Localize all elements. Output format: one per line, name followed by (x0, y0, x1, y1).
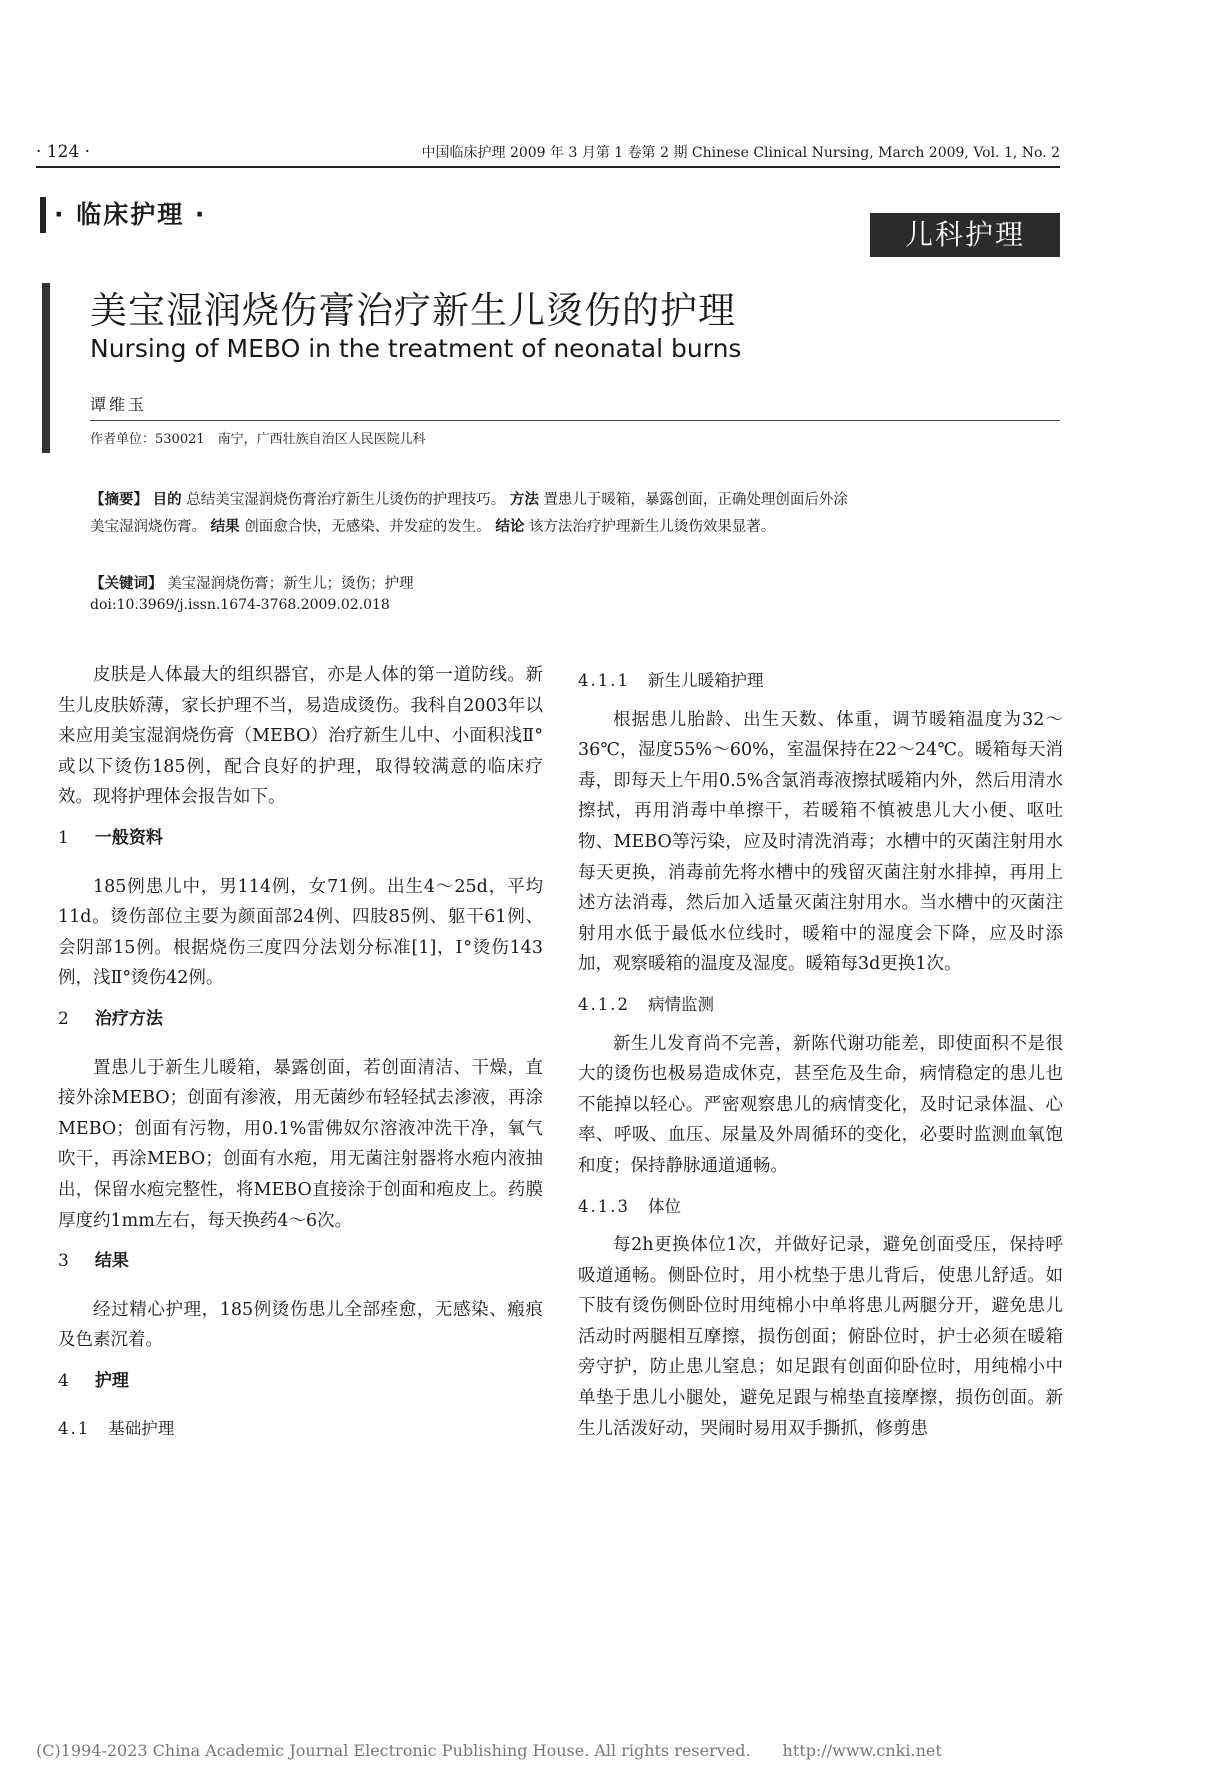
section-4-heading (58, 1366, 543, 1397)
section-3-heading (58, 1246, 543, 1277)
subsection-4-1-3-paragraph: 每2h更换体位1次，并做好记录，避免创面受压，保持呼吸道通畅。侧卧位时，用小枕垫于患儿背后，使患儿舒适。如下肢有烫伤侧卧位时用纯棉小中单将患儿两腿分开，避免患儿活动时两腿相互摩擦，损伤创面；俯卧位时，护士必须在暖箱旁守护，防止患儿窒息；如足跟有创面仰卧位时，用纯棉小中单垫于患儿小腿处，避免足跟与棉垫直接摩擦，损伤创面。新生儿活泼好动，哭闹时易用双手撕抓，修剪患 (578, 1235, 1063, 1439)
result-label: 结果 (210, 519, 240, 535)
subsection-number: 4.1.1 (578, 671, 630, 690)
page-number: · 124 · (36, 142, 91, 162)
section-2-heading (58, 1004, 543, 1035)
section-1-heading (58, 823, 543, 854)
section-number: 4 (58, 1370, 69, 1391)
subsection-4-1-1-heading (578, 666, 1063, 697)
conclusion-label: 结论 (495, 519, 525, 535)
method-label: 方法 (509, 492, 539, 508)
section-1-paragraph: 185例患儿中，男114例，女71例。出生4～25d，平均11d。烫伤部位主要为颜面部24例、四肢85例、躯干61例、会阴部15例。根据烧伤三度四分法划分标准[1]，Ⅰ°烫伤143例，浅Ⅱ°烫伤42例。 (58, 876, 543, 989)
objective-label: 目的 (152, 492, 182, 508)
subsection-4-1-heading (58, 1414, 543, 1445)
section-2-paragraph: 置患儿于新生儿暖箱，暴露创面，若创面清洁、干燥，直接外涂MEBO；创面有渗液，用无菌纱布轻轻拭去渗液，再涂MEBO；创面有污物，用0.1%雷佛奴尔溶液冲洗干净，氧气吹干，再涂MEBO；创面有水疱，用无菌注射器将水疱内液抽出，保留水疱完整性，将MEBO直接涂于创面和疱皮上。药膜厚度约1mm左右，每天换药4～6次。 (58, 1057, 543, 1231)
subsection-4-1-2-paragraph: 新生儿发育尚不完善，新陈代谢功能差，即使面积不是很大的烫伤也极易造成休克，甚至危及生命，病情稳定的患儿也不能掉以轻心。严密观察患儿的病情变化，及时记录体温、心率、呼吸、血压、尿量及外周循环的变化，必要时监测血氧饱和度；保持静脉通道通畅。 (578, 1033, 1063, 1176)
section-title: 护理 (94, 1370, 129, 1391)
keywords-label: 【关键词】 (90, 575, 163, 592)
title-side-bar (42, 283, 50, 453)
conclusion-text: 该方法治疗护理新生儿烫伤效果显著。 (528, 519, 776, 535)
body-column-left (58, 660, 543, 1453)
subsection-title: 病情监测 (647, 994, 714, 1014)
copyright-footer: (C)1994-2023 China Academic Journal Electronic Publishing House. All rights reserved. http://www.cnki.net (36, 1741, 942, 1760)
intro-paragraph: 皮肤是人体最大的组织器官，亦是人体的第一道防线。新生儿皮肤娇薄，家长护理不当，易造成烫伤。我科自2003年以来应用美宝湿润烧伤膏（MEBO）治疗新生儿中、小面积浅Ⅱ°或以下烫伤185例，配合良好的护理，取得较满意的临床疗效。现将护理体会报告如下。 (58, 665, 543, 808)
subsection-4-1-1-paragraph: 根据患儿胎龄、出生天数、体重，调节暖箱温度为32～36℃，湿度55%～60%，室温保持在22～24℃。暖箱每天消毒，即每天上午用0.5%含氯消毒液擦拭暖箱内外，然后用清水擦拭，再用消毒中单擦干，若暖箱不慎被患儿大小便、呕吐物、MEBO等污染，应及时清洗消毒；水槽中的灭菌注射用水每天更换，消毒前先将水槽中的残留灭菌注射水排掉，再用上述方法消毒，然后加入适量灭菌注射用水。当水槽中的灭菌注射用水低于最低水位线时，暖箱中的湿度会下降，应及时添加，观察暖箱的温度及湿度。暖箱每3d更换1次。 (578, 709, 1063, 975)
subsection-number: 4.1.2 (578, 994, 630, 1014)
method-text: 置患儿于暖箱，暴露创面，正确处理创面后外涂美宝湿润烧伤膏。 (90, 492, 848, 535)
result-text: 创面愈合快，无感染、并发症的发生。 (244, 519, 491, 535)
section-number: 3 (58, 1251, 69, 1272)
subsection-title: 新生儿暖箱护理 (647, 671, 764, 690)
subsection-title: 体位 (647, 1196, 681, 1216)
journal-running-header: 中国临床护理 2009 年 3 月第 1 卷第 2 期 Chinese Clinical Nursing, March 2009, Vol. 1, No. 2 (421, 145, 1060, 161)
author-name: 谭维玉 (90, 395, 148, 414)
subsection-number: 4.1.3 (578, 1196, 630, 1216)
section-title: 治疗方法 (94, 1008, 163, 1029)
subsection-title: 基础护理 (108, 1419, 175, 1439)
keywords-text: 美宝湿润烧伤膏；新生儿；烫伤；护理 (167, 576, 414, 592)
column-label: · 临床护理 · (54, 200, 207, 229)
column-label-block (40, 197, 206, 233)
section-number: 2 (58, 1008, 69, 1029)
section-title: 一般资料 (94, 827, 163, 848)
keywords (90, 570, 860, 598)
objective-text: 总结美宝湿润烧伤膏治疗新生儿烫伤的护理技巧。 (186, 492, 506, 508)
section-tag: 儿科护理 (870, 213, 1060, 257)
body-column-right (578, 660, 1063, 1454)
subsection-4-1-3-heading (578, 1192, 1063, 1223)
author-affiliation: 作者单位：530021 南宁，广西壮族自治区人民医院儿科 (90, 432, 426, 447)
article-title-chinese: 美宝湿润烧伤膏治疗新生儿烫伤的护理 (90, 289, 736, 332)
affiliation-rule (90, 420, 1060, 421)
doi: doi:10.3969/j.issn.1674-3768.2009.02.018 (90, 597, 390, 613)
subsection-4-1-2-heading (578, 990, 1063, 1021)
abstract-label: 【摘要】 (90, 492, 148, 508)
article-title-english: Nursing of MEBO in the treatment of neonatal burns (90, 334, 742, 363)
section-3-paragraph: 经过精心护理，185例烫伤患儿全部痊愈，无感染、瘢痕及色素沉着。 (58, 1299, 543, 1351)
header-rule (36, 166, 1060, 168)
section-title: 结果 (94, 1251, 129, 1272)
section-number: 1 (58, 827, 69, 848)
abstract (90, 487, 860, 541)
subsection-number: 4.1 (58, 1419, 91, 1439)
